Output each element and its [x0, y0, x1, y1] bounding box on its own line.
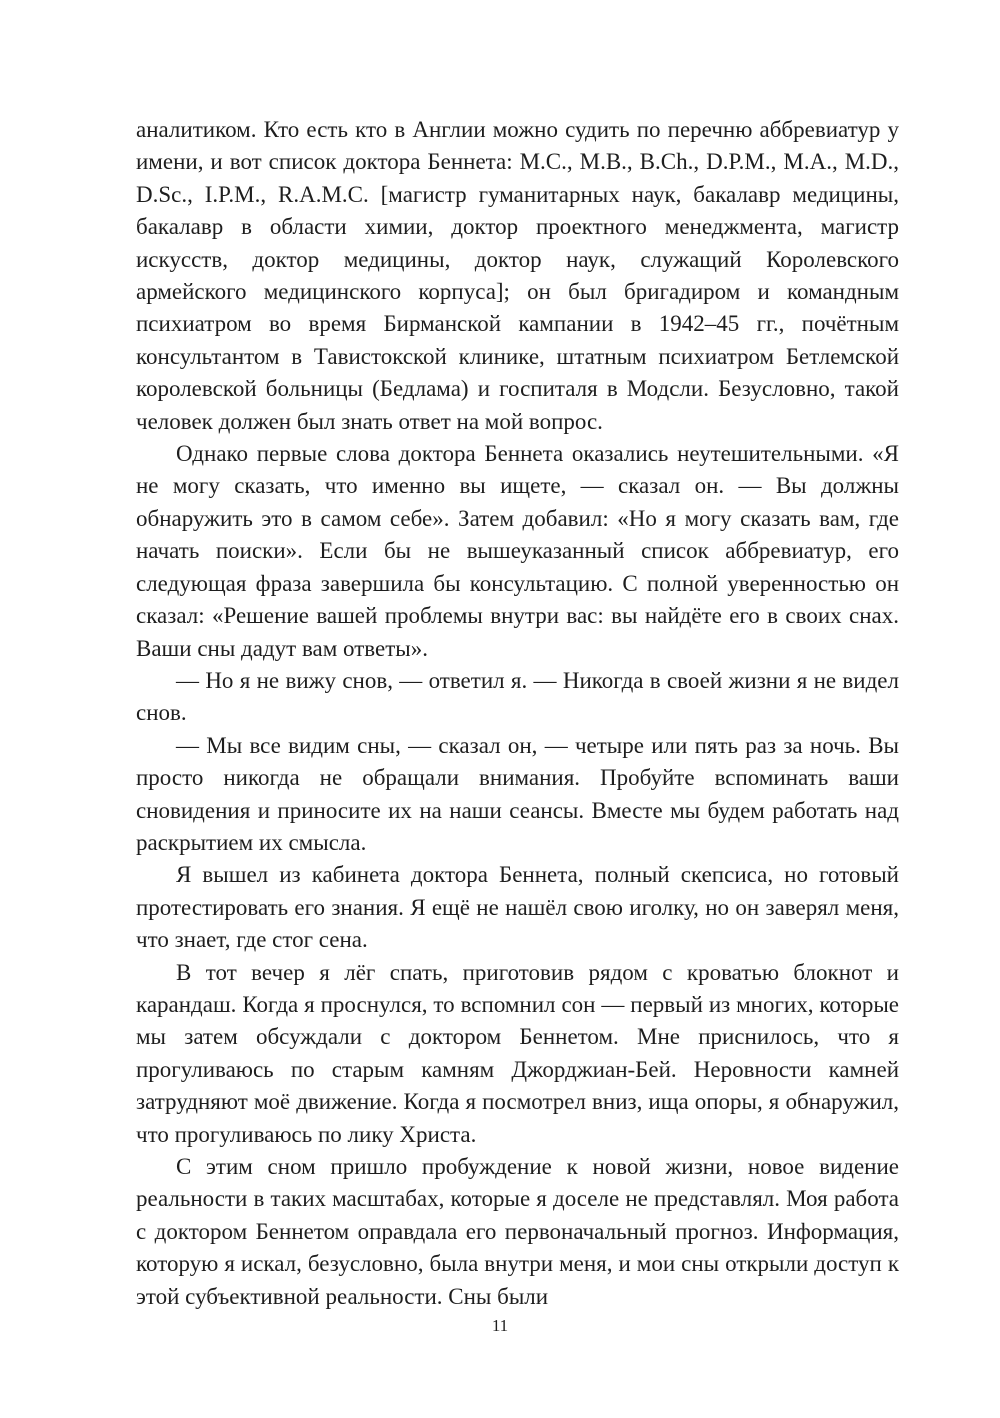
paragraph-7: С этим сном пришло пробуждение к новой жизни, новое видение реальности в таких масштабах, которые я доселе не представлял. Моя работа с доктором Беннетом оправдала его первоначальный прогноз. Информация, которую я искал, безусловно, была внутри меня, и мои сны открыли доступ к этой субъективной реальности. Сны были — [136, 1154, 899, 1309]
page-number: 11 — [491, 1316, 509, 1335]
paragraph-3-dialogue: — Но я не вижу снов, — ответил я. — Никогда в своей жизни я не видел снов. — [136, 667, 899, 726]
paragraph-1: аналитиком. Кто есть кто в Англии можно судить по перечню аббревиатур у имени, и вот список доктора Беннета: M.C., M.B., B.Ch., D.P.M., M.A., M.D., D.Sc., I.P.M., R.A.M.C. [магистр гуманитарных наук, бакалавр медицины, бакалавр в области химии, доктор проектного менеджмента, магистр искусств, доктор медицины, доктор наук, служащий Королевского армейского медицинского корпуса]; он был бригадиром и командным психиатром во время Бирманской кампании в 1942–45 гг., почётным консультантом в Тавистокской клинике, штатным психиатром Бетлемской королевской больницы (Бедлама) и госпиталя в Модсли. Безусловно, такой человек должен был знать ответ на мой вопрос. — [136, 117, 899, 434]
paragraph-2: Однако первые слова доктора Беннета оказались неутешительными. «Я не могу сказать, что именно вы ищете, — сказал он. — Вы должны обнаружить это в самом себе». Затем добавил: «Но я могу сказать вам, где начать поиски». Если бы не вышеуказанный список аббревиатур, его следующая фраза завершила бы консультацию. С полной уверенностью он сказал: «Решение вашей проблемы внутри вас: вы найдёте его в своих снах. Ваши сны дадут вам ответы». — [136, 441, 899, 661]
body-text — [136, 114, 899, 1313]
paragraph-4-dialogue: — Мы все видим сны, — сказал он, — четыре или пять раз за ночь. Вы просто никогда не обращали внимания. Пробуйте вспоминать ваши сновидения и приносите их на наши сеансы. Вместе мы будем работать над раскрытием их смысла. — [136, 732, 899, 855]
paragraph-6: В тот вечер я лёг спать, приготовив рядом с кроватью блокнот и карандаш. Когда я проснулся, то вспомнил сон — первый из многих, которые мы затем обсуждали с доктором Беннетом. Мне приснилось, что я прогуливаюсь по старым камням Джорджиан-Бей. Неровности камней затрудняют моё движение. Когда я посмотрел вниз, ища опоры, я обнаружил, что прогуливаюсь по лику Христа. — [136, 959, 899, 1147]
paragraph-5: Я вышел из кабинета доктора Беннета, полный скепсиса, но готовый протестировать его знания. Я ещё не нашёл свою иголку, но он заверял меня, что знает, где стог сена. — [136, 862, 899, 953]
